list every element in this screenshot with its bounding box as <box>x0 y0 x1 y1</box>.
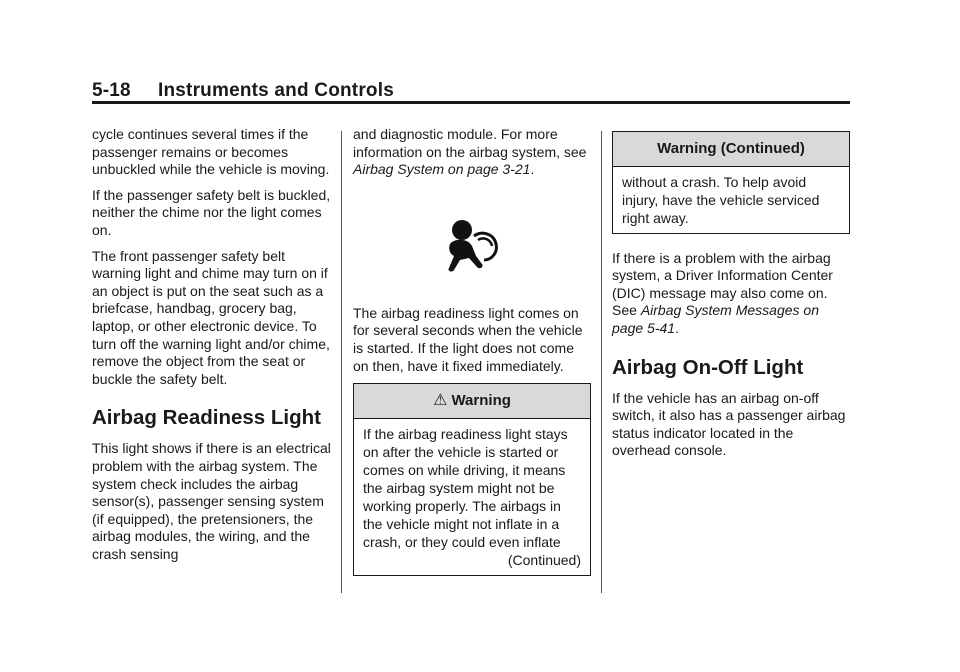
cross-reference-link[interactable]: Airbag System on page 3-21 <box>353 161 531 178</box>
cross-reference-link[interactable]: Airbag System Messages on page 5-41 <box>612 302 820 336</box>
paragraph: and diagnostic module. For more information on the airbag system, see Airbag System on page 3-21. <box>353 126 587 178</box>
continued-label: (Continued) <box>507 551 581 568</box>
paragraph: If the passenger safety belt is buckled, neither the chime nor the light comes on. <box>92 186 331 238</box>
section-heading-airbag-on-off: Airbag On-Off Light <box>612 355 804 379</box>
column-3 <box>612 131 850 468</box>
section-title: Instruments and Controls <box>158 80 394 101</box>
column-2 <box>353 126 591 576</box>
paragraph: The airbag readiness light comes on for several seconds when the vehicle is started. If the light does not come on then, have it fixed immediately. <box>353 304 583 374</box>
warning-header: Warning (Continued) <box>613 132 849 167</box>
warning-body: If the airbag readiness light stays on after the vehicle is started or comes on while driving, it means the airbag system might not be working properly. The airbags in the vehicle might not inflate in a crash, or they could even inflate (Continued) <box>363 425 581 568</box>
warning-box <box>353 383 591 576</box>
warning-body: without a crash. To help avoid injury, have the vehicle serviced right away. <box>622 173 820 226</box>
paragraph: cycle continues several times if the passenger remains or becomes unbuckled while the vehicle is moving. <box>92 126 330 178</box>
page-header <box>92 80 850 102</box>
section-heading-airbag-readiness: Airbag Readiness Light <box>92 406 321 430</box>
warning-box-continued <box>612 131 850 234</box>
page-number: 5-18 <box>92 80 131 101</box>
paragraph: The front passenger safety belt warning light and chime may turn on if an object is put on the seat such as a briefcase, handbag, grocery bag, laptop, or other electronic device. To turn off the warning light and/or chime, remove the object from the seat or buckle the safety belt. <box>92 247 330 387</box>
warning-header: ⚠ Warning <box>354 384 590 419</box>
header-rule <box>92 101 850 104</box>
column-1 <box>92 126 332 571</box>
warning-icon: ⚠ <box>433 392 448 410</box>
paragraph: This light shows if there is an electrical problem with the airbag system. The system check includes the airbag sensor(s), passenger sensing system (if equipped), the pretensioners, the airbag modules, the wiring, and the crash sensing <box>92 440 331 562</box>
column-divider <box>341 131 342 593</box>
column-divider <box>601 131 602 593</box>
paragraph: If there is a problem with the airbag system, a Driver Information Center (DIC) message may also come on. See Airbag System Messages on page 5-41. <box>612 249 833 336</box>
airbag-readiness-icon <box>353 187 591 305</box>
paragraph: If the vehicle has an airbag on-off switch, it also has a passenger airbag status indicator located in the overhead console. <box>612 389 846 459</box>
